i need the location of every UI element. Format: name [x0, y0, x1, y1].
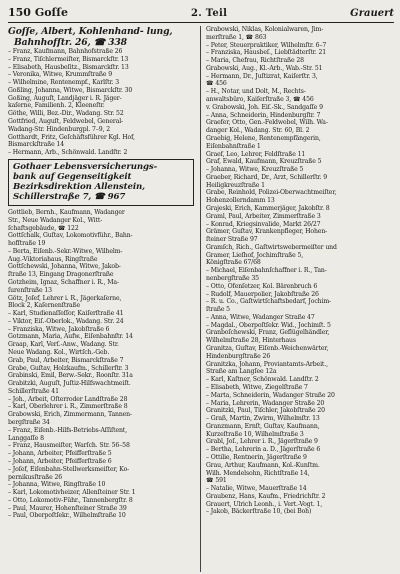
directory-entry: Kurzeſtraße 10, Wilhelmſtraße 3: [206, 430, 304, 438]
directory-entry: Granitza, Guſtav, Eiſenb.-Weichenwärter,: [206, 345, 329, 353]
directory-entry: – Anna, Schneiderin, Hindenburgſtr. 7: [206, 111, 321, 119]
directory-entry: – Joh., Arbeit, Oſterroder Landſtraße 28: [8, 395, 128, 403]
right-column: [201, 26, 394, 572]
directory-entry: – Elisabeth, Witwe, Ziegelſtraße 7: [206, 383, 308, 391]
directory-entry: Aug.-Viktoriahaus, Ringſtraße: [8, 255, 98, 263]
directory-entry: – Jakob, Bäckerſtraße 10, (bei Boh): [206, 508, 312, 516]
directory-entry: Hindenburgſtraße 26: [206, 352, 271, 360]
right-running-name: Grauert: [350, 8, 394, 19]
directory-entry: bergſtraße 34: [8, 419, 50, 427]
directory-entry: – Johann, Arbeiter, Pfeifferſtraße 5: [8, 450, 112, 458]
directory-entry: Götz, Joſef, Lehrer i. R., Jägerkaſerne,: [8, 294, 122, 302]
directory-entry: – Peter, Steuerpraktiker, Wilhelmſtr. 6–7: [206, 41, 327, 49]
directory-entry: Grabe, Reinhold, Polizei-Oberwachtmeiſter,: [206, 189, 337, 197]
directory-entry: – Marta, Schneiderin, Wadanger Straße 20: [206, 391, 335, 399]
directory-entry: Gramſch, Rich., Gaſtwirtswebermeiſter und: [206, 243, 337, 251]
directory-entry: Grabitzki, Auguſt, Juſtiz-Hilfswachtmeiſt.: [8, 380, 131, 388]
directory-entry: – Otto, Lokomotiv-Führ., Tannenbergſtr. 8: [8, 496, 133, 504]
directory-entry: ſtraße 5: [206, 306, 230, 314]
directory-entry: ſchaftsgebäude, ☎ 122: [8, 224, 79, 232]
directory-entry: Grämer, Guſtav, Krankenpfleger, Hohen-: [206, 228, 328, 236]
ad-line: Gothaer Lebensversicherungs-: [13, 161, 158, 172]
directory-entry: Goßing, Auguſt, Landjäger i. R. Jäger-: [8, 94, 122, 102]
directory-entry: – Maria, Lehrerin, Wadanger Straße 20: [206, 399, 325, 407]
directory-entry: Grabinski, Emil, Berw.-Sekr., Roonſtr. 31a: [8, 372, 133, 380]
directory-entry: – Hermann, Arb., Schönwald. Landſtr. 2: [8, 149, 128, 157]
directory-entry: ☎ 591: [206, 477, 227, 485]
directory-entry: hofſtraße 19: [8, 240, 46, 248]
directory-entry: Graefer, Otto, Gen.-Feldwebel, Wilh. Wa-: [206, 119, 328, 127]
directory-entry: anwaltsbüro, Kaiſerſtraße 3, ☎ 456: [206, 96, 314, 104]
directory-entry: kaſerne, Familienh. 2, Kleeneſtr.: [8, 102, 105, 110]
directory-entry: Gotthardt, Fritz, Geſchäftsführer Kgl. Hof,: [8, 133, 135, 141]
right-entries: [206, 26, 394, 516]
directory-entry: Grabe, Guſtav, Holzkaufm., Schillerſtr. 3: [8, 364, 129, 372]
directory-entry: – Bertha, Lehrerin a. D., Jägerſtraße 6: [206, 446, 321, 454]
directory-entry: ☎ 456: [206, 80, 227, 88]
directory-entry: Eiſenbahnſtraße 1: [206, 142, 261, 150]
directory-entry: Bismarckſtraße 14: [8, 141, 65, 149]
directory-entry: – Karl, Oberlehrer i. R., Zimmerſtraße 8: [8, 403, 128, 411]
featured-entry: Goſſe, Albert, Kohlenhand- lung, Bahnhofſtr. 26, ☎ 338: [8, 26, 173, 48]
directory-entry: – Berta, Eiſenb.-Sekr.-Witwe, Wilhelm-: [8, 247, 123, 255]
directory-entry: Granitzki, Paul, Tiſchler, Jakobſtraße 20: [206, 407, 325, 415]
directory-entry: – Maria, Chefrau, Richtſtraße 28: [206, 57, 304, 65]
directory-entry: – Natalie, Witwe, Mauerſtraße 14: [206, 485, 307, 493]
left-top-entries: [8, 48, 196, 157]
directory-entry: – Paul, Oberpoſtſekr., Wilhelmſtraße 10: [8, 512, 126, 520]
directory-entry: Gotzheim, Ignaz, Schaffner i. R., Ma-: [8, 278, 119, 286]
directory-entry: pernikusſtraße 26: [8, 473, 63, 481]
directory-entry: Wilh. Mendelsohn, Richtſtraße 14,: [206, 469, 310, 477]
directory-entry: Göthe, Willi, Bez.-Dir., Wadang. Str. 52: [8, 110, 124, 118]
directory-entry: – Viktor, Eiſ.-Oberlok., Wadang. Str. 24: [8, 317, 124, 325]
directory-entry: Granitzka, Johann, Proviantamts-Arbeit.,: [206, 360, 328, 368]
directory-entry: merſtraße 1, ☎ 863: [206, 33, 267, 41]
directory-entry: Graeber, Richard, Dr., Arzt, Schillerſtr. 9: [206, 173, 328, 181]
directory-entry: – Karl, Lokomotivheizer, Allenſteiner Str. 1: [8, 489, 136, 497]
directory-entry: – Franz, Tiſchlermeiſter, Bismarckſtr. 13: [8, 55, 129, 63]
directory-entry: Gottſchalk, Guſtav, Lokomotivführ., Bahn-: [8, 232, 133, 240]
directory-entry: Neue Wadang. Kol., Wirtſch.-Geb.: [8, 349, 110, 356]
directory-entry: Grabl, Joſ., Lehrer i. R., Jägerſtraße 9: [206, 438, 318, 446]
directory-entry: – Franz, Kaufmann, Bahnhofstraße 26: [8, 48, 123, 55]
directory-entry: Granboſchewski, Franz, Geflügelhändler,: [206, 329, 330, 337]
directory-entry: v. Grabowski, Joh. Eiſ.-Sk., Sandgaſſe 9: [206, 103, 323, 111]
directory-entry: – Franz, Eiſenb.-Hilfs-Betriebs-Aſſiſtent,: [8, 426, 127, 434]
ad-line: Schillerstraße 7, ☎ 967: [13, 191, 126, 202]
directory-entry: Str., Neue Wadanger Kol., Witt-: [8, 216, 103, 224]
directory-entry: – R. u. Co., Gaſtwirtſchaftsbedarf, Jochim-: [206, 298, 332, 306]
directory-entry: – Paul, Maurer, Hohenſteiner Straße 39: [8, 504, 127, 512]
directory-entry: Grau, Arthur, Kaufmann, Kol.-Kunſtm.: [206, 461, 320, 469]
directory-entry: – Veronika, Witwe, Krummſtraße 9: [8, 71, 113, 79]
directory-entry: Block 2, Kaſernenſtraße: [8, 302, 81, 310]
directory-entry: Wadang-Str. Hindenburgpl. 7–9, 2: [8, 125, 111, 133]
directory-entry: ſurenſtraße 13: [8, 286, 52, 294]
directory-entry: – Johanna, Witwe, Kreuzſtraße 5: [206, 166, 304, 174]
directory-entry: Granzmann, Ernſt, Guſtav, Kaufmann,: [206, 422, 320, 430]
directory-entry: Grajeski, Erich, Kammerjäger, Jakobſtr. 8: [206, 204, 330, 212]
section-title: 2. Teil: [190, 8, 228, 19]
directory-entry: – Joſef, Eiſenbahn-Stellwerksmeiſter, Ko-: [8, 465, 130, 473]
directory-entry: Königſtraße 67/68: [206, 259, 261, 267]
directory-entry: Grabowski, Aug., Kl.-Arb., Wab.-Str. 51: [206, 64, 323, 72]
directory-entry: Gotzmann, Maria, Aufw., Eiſenbahnſtr. 14: [8, 333, 133, 341]
directory-entry: – Ottilie, Rentnerin, Jägerſtraße 9: [206, 453, 307, 461]
directory-entry: Graml, Paul, Arbeiter, Zimmerſtraße 3: [206, 212, 321, 220]
left-column: [8, 26, 201, 572]
advertisement-box: [8, 159, 194, 206]
directory-entry: Wilhelmſtraße 28, Hinterhaus: [206, 337, 296, 345]
page-header-left: [8, 6, 68, 19]
directory-entry: Graf, Ewald, Kaufmann, Kreuzſtraße 5: [206, 158, 322, 166]
directory-entry: – Anna, Witwe, Wadanger Straße 47: [206, 313, 315, 321]
directory-entry: – Rudolf, Mauerpolier, Jakobſtraße 26: [206, 290, 319, 298]
directory-entry: – Magdal., Oberpoſtſekr. Wid., Jochimſt. 5: [206, 321, 331, 329]
directory-entry: Grab, Paul, Arbeiter, Bismarckſtraße 7: [8, 356, 124, 364]
directory-entry: – Graß, Martin, Zwirm, Wilhelmſtr. 13: [206, 415, 320, 423]
directory-entry: – Johanna, Witwe, Ringſtraße 10: [8, 481, 106, 489]
directory-entry: Graap, Karl, Verſ.-Anw., Wadang. Str.: [8, 341, 119, 349]
directory-entry: Grauert, Ulrich Leonh., i. Vert.-Vogt. 1,: [206, 500, 323, 508]
directory-entry: – Franziska, Witwe, Jakobſtraße 6: [8, 325, 110, 333]
left-running-name: Goſſe: [34, 6, 69, 19]
directory-entry: Langgaſſe 8: [8, 434, 44, 442]
directory-entry: danger Kol., Wadang. Str. 60, Bl. 2: [206, 127, 310, 135]
directory-entry: Graebig, Helene, Rentenempfängerin,: [206, 134, 321, 142]
directory-entry: Grabowski, Erich, Zimmermann, Tannen-: [8, 411, 132, 419]
page-number: 150: [8, 6, 31, 19]
directory-entry: – Michael, Eiſenbahnſchaffner i. R., Tan-: [206, 267, 327, 275]
ad-line: Bezirksdirektion Allenstein,: [13, 181, 145, 192]
directory-entry: Gottfried, Auguſt, Feldwebel, General-: [8, 118, 124, 126]
directory-entry: ſtraße 13, Eingang Dragonerſtraße: [8, 271, 114, 279]
directory-entry: – Johann, Arbeiter, Pfeifferſtraße 6: [8, 457, 112, 465]
directory-entry: Hohenzollerndamm 13: [206, 197, 275, 205]
directory-entry: ſteiner Straße 97: [206, 236, 258, 244]
directory-entry: Graubenz, Hans, Kaufm., Friedrichſtr. 2: [206, 492, 326, 500]
two-column-body: [8, 26, 394, 572]
directory-entry: Gramer, Lieſhof, Jochimſtraße 5,: [206, 251, 304, 259]
featured-entry-name: Goſſe, Albert, Kohlenhand-: [8, 26, 144, 37]
directory-entry: – Karl, Studienaſſeſſor, Kaiſerſtraße 41: [8, 310, 124, 318]
directory-entry: Grabowski, Niklas, Kolonialwaren, Jim-: [206, 26, 324, 33]
directory-entry: Gottſchewski, Johanna, Witwe, Jakob-: [8, 263, 121, 271]
directory-entry: Straße am Langſee 12a: [206, 368, 277, 376]
directory-entry: – Hermann, Dr., Juſtizrat, Kaiſerſtr. 3,: [206, 72, 318, 80]
directory-entry: Goßling, Johanna, Witwe, Bismarckſtr. 30: [8, 86, 133, 94]
directory-entry: Graef, Leo, Lehrer, Feldſtraße 11: [206, 150, 306, 158]
directory-entry: – Franziska, Hausbeſ., Liebſtädterſtr. 21: [206, 49, 327, 57]
directory-entry: – Wilhelmine, Rentenempf., Karlſtr. 3: [8, 79, 120, 87]
directory-entry: – Konrad, Kriegsinvalide, Markt 26/27: [206, 220, 321, 228]
directory-entry: Schillerſtraße 41: [8, 387, 59, 395]
directory-entry: – Karl, Kaſtner, Schönwald. Landſtr. 2: [206, 376, 319, 384]
page-header: [8, 6, 394, 23]
directory-entry: Gottlieb, Bernh., Kaufmann, Wadanger: [8, 208, 125, 216]
directory-entry: – Otto, Ofenſetzer, Kol. Bärenbruch 6: [206, 282, 318, 290]
ad-line: bank auf Gegenseitigkeit: [13, 171, 132, 182]
directory-entry: – Elisabeth, Hausbeſitz., Bismarckſtr. 13: [8, 63, 129, 71]
directory-entry: Heiligkreuzſtraße 1: [206, 181, 265, 189]
directory-entry: nenbergſtraße 35: [206, 275, 259, 282]
left-main-entries: [8, 209, 196, 520]
directory-entry: – H., Notar, und Dolt, M., Rechts-: [206, 88, 306, 96]
directory-entry: – Franz, Hausmeiſter, Warſch. Str. 56–58: [8, 442, 130, 450]
